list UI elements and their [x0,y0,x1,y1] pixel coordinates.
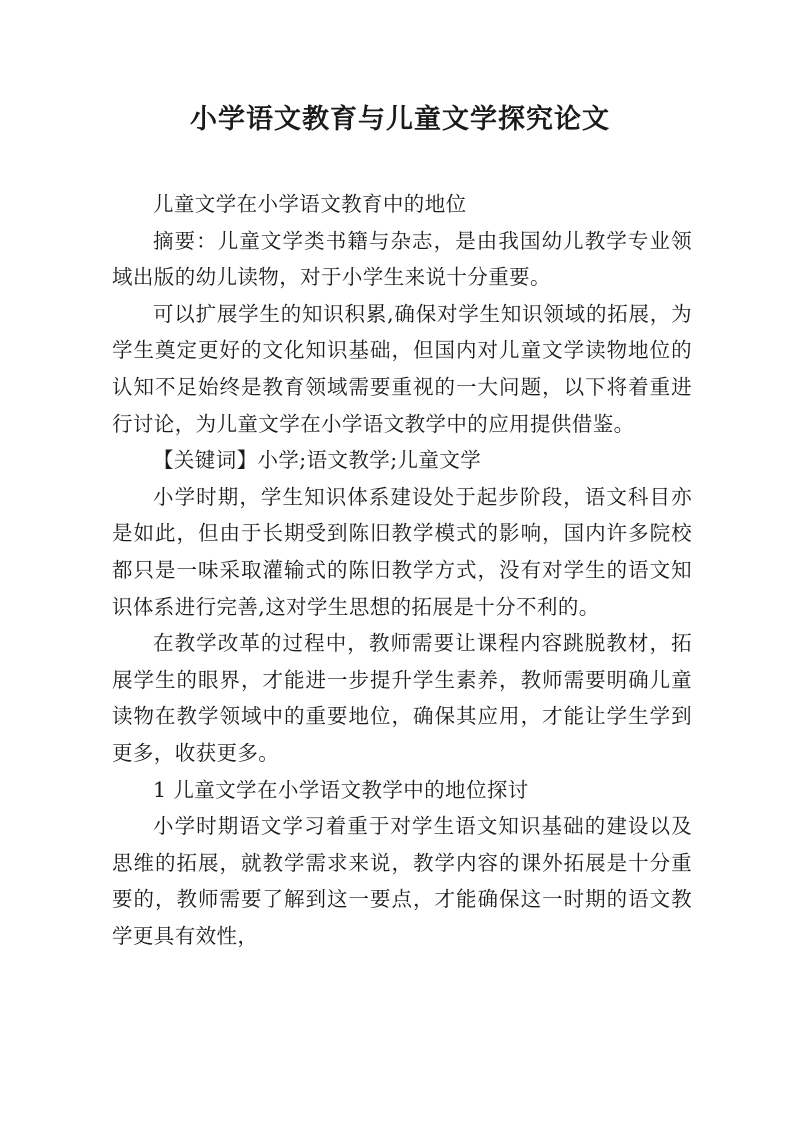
body-paragraph: 小学时期语文学习着重于对学生语文知识基础的建设以及思维的拓展，就教学需求来说，教学内容的课外拓展是十分重要的，教师需要了解到这一要点，才能确保这一时期的语文教学更具有效性， [112,814,692,948]
abstract-paragraph: 摘要：儿童文学类书籍与杂志，是由我国幼儿教学专业领域出版的幼儿读物，对于小学生来说十分重要。 [112,228,692,290]
section-heading-1: 1 儿童文学在小学语文教学中的地位探讨 [153,777,529,802]
section-heading-status: 儿童文学在小学语文教育中的地位 [153,192,467,216]
document-body [112,186,692,954]
body-paragraph: 可以扩展学生的知识积累,确保对学生知识领域的拓展，为学生奠定更好的文化知识基础，但国内对儿童文学读物地位的认知不足始终是教育领域需要重视的一大问题，以下将着重进行讨论，为儿童文学在小学语文教学中的应用提供借鉴。 [112,301,692,436]
document-title: 小学语文教育与儿童文学探究论文 [190,104,610,135]
body-paragraph: 小学时期，学生知识体系建设处于起步阶段，语文科目亦是如此，但由于长期受到陈旧教学模式的影响，国内许多院校都只是一味采取灌输式的陈旧教学方式，没有对学生的语文知识体系进行完善,这对学生思想的拓展是十分不利的。 [112,484,692,619]
keywords-paragraph: 【关键词】小学;语文教学;儿童文学 [153,448,482,473]
body-paragraph: 在教学改革的过程中，教师需要让课程内容跳脱教材，拓展学生的眼界，才能进一步提升学生素养，教师需要明确儿童读物在教学领域中的重要地位，确保其应用，才能让学生学到更多，收获更多。 [112,631,692,765]
